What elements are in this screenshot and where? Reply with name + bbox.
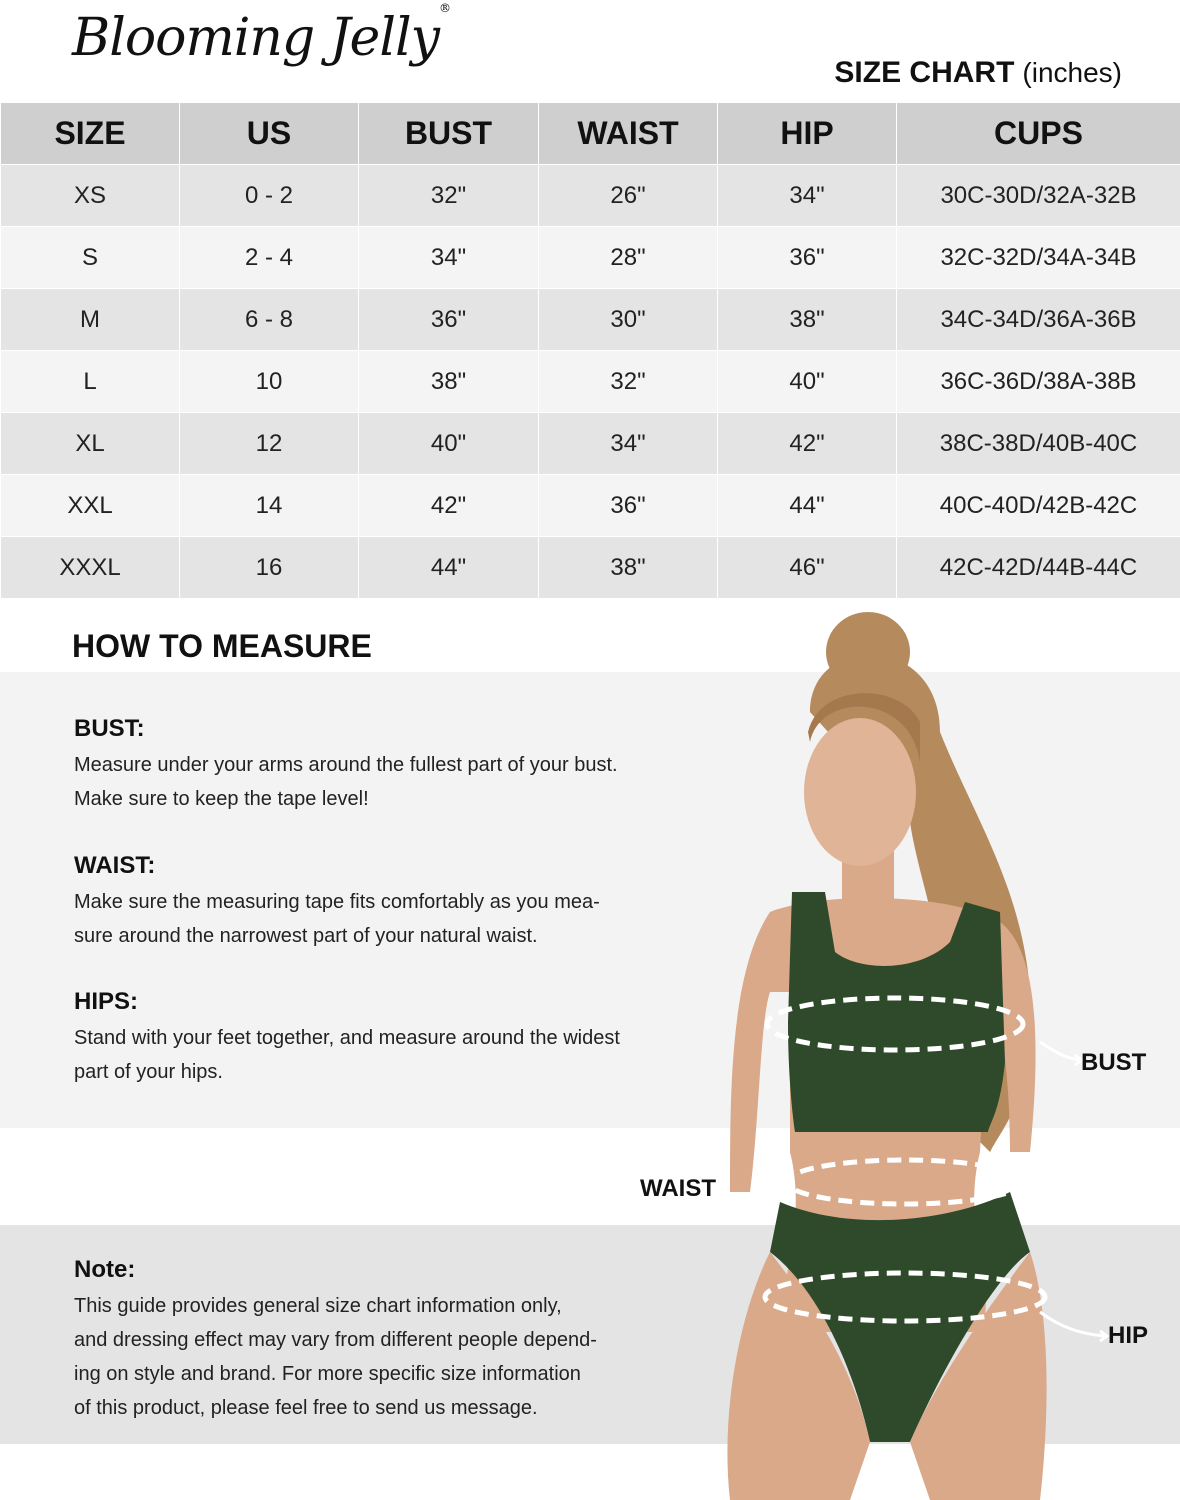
table-cell: 10	[180, 351, 359, 413]
header-us: US	[180, 103, 359, 165]
table-cell: L	[1, 351, 180, 413]
waist-instruction	[74, 851, 674, 953]
note-text: This guide provides general size chart information only, and dressing effect may vary from different people depend- ing on style and brand. For more specific size information of this product, please feel free to send us message.	[74, 1295, 597, 1419]
bust-instruction	[74, 714, 674, 816]
bust-text: Measure under your arms around the fullest part of your bust. Make sure to keep the tape level!	[74, 754, 618, 810]
table-cell: 42"	[718, 413, 897, 475]
table-cell: 36"	[718, 227, 897, 289]
chart-unit: (inches)	[1022, 57, 1122, 88]
table-cell: XXL	[1, 475, 180, 537]
size-table	[0, 102, 1180, 599]
table-row	[1, 289, 1180, 351]
table-cell: 36C-36D/38A-38B	[897, 351, 1180, 413]
header-size: SIZE	[1, 103, 180, 165]
table-row	[1, 351, 1180, 413]
table-cell: 46"	[718, 537, 897, 599]
table-row	[1, 413, 1180, 475]
table-row	[1, 227, 1180, 289]
table-cell: 40C-40D/42B-42C	[897, 475, 1180, 537]
hip-label: HIP	[1108, 1322, 1149, 1349]
table-cell: 32"	[359, 165, 539, 227]
model-illustration	[727, 612, 1046, 1500]
table-cell: 36"	[539, 475, 718, 537]
table-cell: 28"	[539, 227, 718, 289]
table-cell: 2 - 4	[180, 227, 359, 289]
note-block	[74, 1255, 674, 1425]
table-row	[1, 165, 1180, 227]
table-cell: 42C-42D/44B-44C	[897, 537, 1180, 599]
table-cell: M	[1, 289, 180, 351]
table-cell: XL	[1, 413, 180, 475]
table-cell: 32C-32D/34A-34B	[897, 227, 1180, 289]
table-cell: 44"	[359, 537, 539, 599]
bust-label: BUST	[1081, 1049, 1147, 1076]
header-hip: HIP	[718, 103, 897, 165]
header-waist: WAIST	[539, 103, 718, 165]
table-cell: 44"	[718, 475, 897, 537]
table-cell: 34"	[539, 413, 718, 475]
how-to-measure-title: HOW TO MEASURE	[72, 628, 372, 664]
table-cell: 6 - 8	[180, 289, 359, 351]
header-cups: CUPS	[897, 103, 1180, 165]
table-cell: 34"	[718, 165, 897, 227]
hips-instruction	[74, 987, 674, 1089]
table-row	[1, 537, 1180, 599]
table-cell: 38C-38D/40B-40C	[897, 413, 1180, 475]
table-header-row	[1, 103, 1180, 165]
table-cell: XS	[1, 165, 180, 227]
size-chart-title	[834, 56, 1122, 90]
table-cell: 32"	[539, 351, 718, 413]
waist-label: WAIST	[640, 1175, 716, 1202]
table-cell: 16	[180, 537, 359, 599]
table-cell: 40"	[359, 413, 539, 475]
note-heading: Note:	[74, 1256, 136, 1283]
bust-heading: BUST:	[74, 715, 145, 742]
table-cell: 34C-34D/36A-36B	[897, 289, 1180, 351]
table-cell: XXXL	[1, 537, 180, 599]
model-figure	[620, 592, 1180, 1500]
table-cell: 34"	[359, 227, 539, 289]
table-cell: 30C-30D/32A-32B	[897, 165, 1180, 227]
table-cell: 0 - 2	[180, 165, 359, 227]
table-cell: S	[1, 227, 180, 289]
table-cell: 38"	[359, 351, 539, 413]
hip-arrow	[1040, 1312, 1105, 1336]
hips-text: Stand with your feet together, and measure around the widest part of your hips.	[74, 1027, 620, 1083]
table-cell: 36"	[359, 289, 539, 351]
table-cell: 12	[180, 413, 359, 475]
table-cell: 14	[180, 475, 359, 537]
brand-logo: Blooming Jelly®	[72, 1, 450, 68]
waist-text: Make sure the measuring tape fits comfortably as you mea- sure around the narrowest part of your natural waist.	[74, 891, 600, 947]
table-cell: 38"	[718, 289, 897, 351]
registered-mark: ®	[438, 1, 450, 15]
bust-arrow	[1040, 1042, 1080, 1060]
chart-title-text: SIZE CHART	[834, 56, 1015, 89]
table-cell: 26"	[539, 165, 718, 227]
table-cell: 30"	[539, 289, 718, 351]
hips-heading: HIPS:	[74, 988, 139, 1015]
waist-heading: WAIST:	[74, 852, 156, 879]
header-bust: BUST	[359, 103, 539, 165]
table-row	[1, 475, 1180, 537]
table-cell: 40"	[718, 351, 897, 413]
table-cell: 38"	[539, 537, 718, 599]
table-cell: 42"	[359, 475, 539, 537]
